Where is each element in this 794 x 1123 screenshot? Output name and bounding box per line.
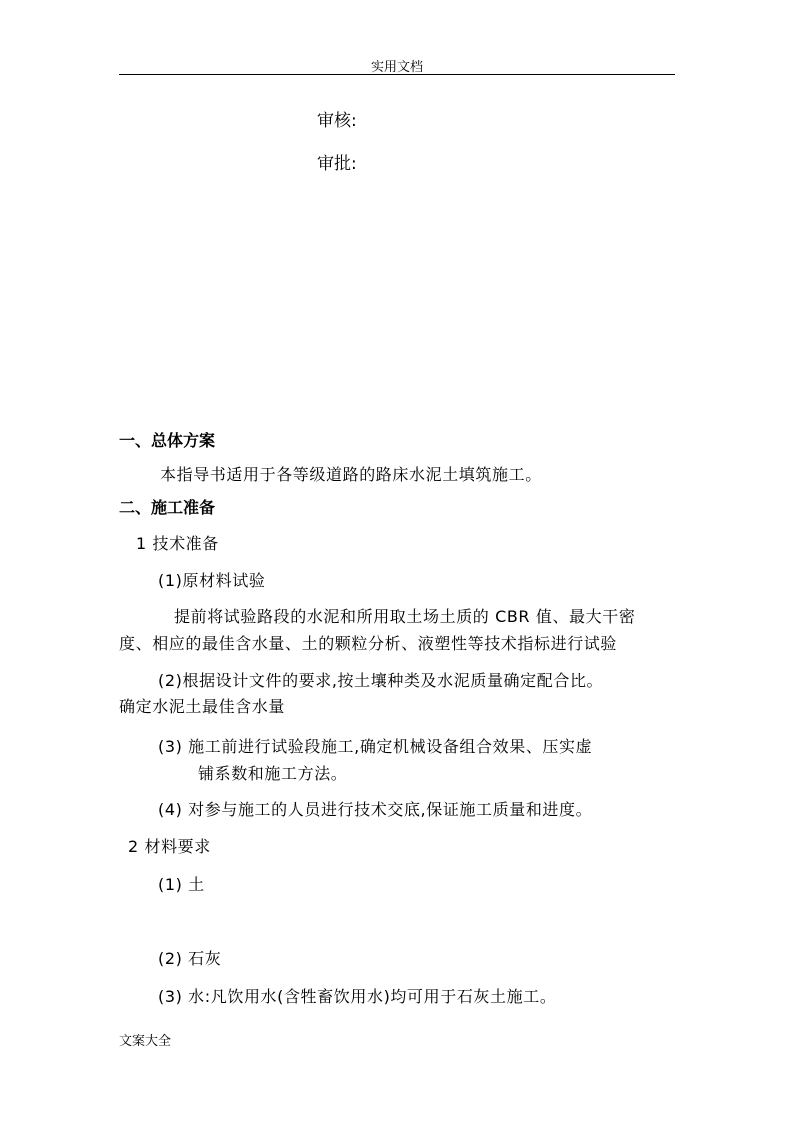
tech-prep-heading: 1 技术准备 (136, 534, 219, 553)
page-footer: 文案大全 (119, 1034, 172, 1049)
item-1-line-2: 度、相应的最佳含水量、土的颗粒分析、液塑性等技术指标进行试验 (119, 634, 618, 653)
material-3-water: (3) 水:凡饮用水(含牲畜饮用水)均可用于石灰土施工。 (158, 987, 557, 1006)
materials-heading: 2 材料要求 (128, 837, 211, 856)
item-3-line-2: 铺系数和施工方法。 (198, 764, 348, 783)
review-label: 审核: (317, 111, 357, 131)
section-1-body: 本指导书适用于各等级道路的路床水泥土填筑施工。 (160, 465, 542, 484)
item-1-line-1: 提前将试验路段的水泥和所用取土场土质的 CBR 值、最大干密 (174, 607, 636, 626)
item-4: (4) 对参与施工的人员进行技术交底,保证施工质量和进度。 (158, 800, 593, 819)
approve-label: 审批: (317, 154, 357, 174)
section-1-heading: 一、总体方案 (119, 431, 216, 450)
section-2-heading: 二、施工准备 (119, 498, 216, 517)
item-2-line-1: (2)根据设计文件的要求,按土壤种类及水泥质量确定配合比。 (158, 671, 604, 690)
header-rule (119, 74, 675, 75)
material-1-soil: (1) 土 (158, 875, 205, 894)
page-header: 实用文档 (370, 60, 423, 75)
material-2-lime: (2) 石灰 (158, 949, 222, 968)
item-2-line-2: 确定水泥土最佳含水量 (119, 697, 286, 716)
item-1-title: (1)原材料试验 (158, 571, 266, 590)
item-3-line-1: (3) 施工前进行试验段施工,确定机械设备组合效果、压实虚 (158, 737, 593, 756)
